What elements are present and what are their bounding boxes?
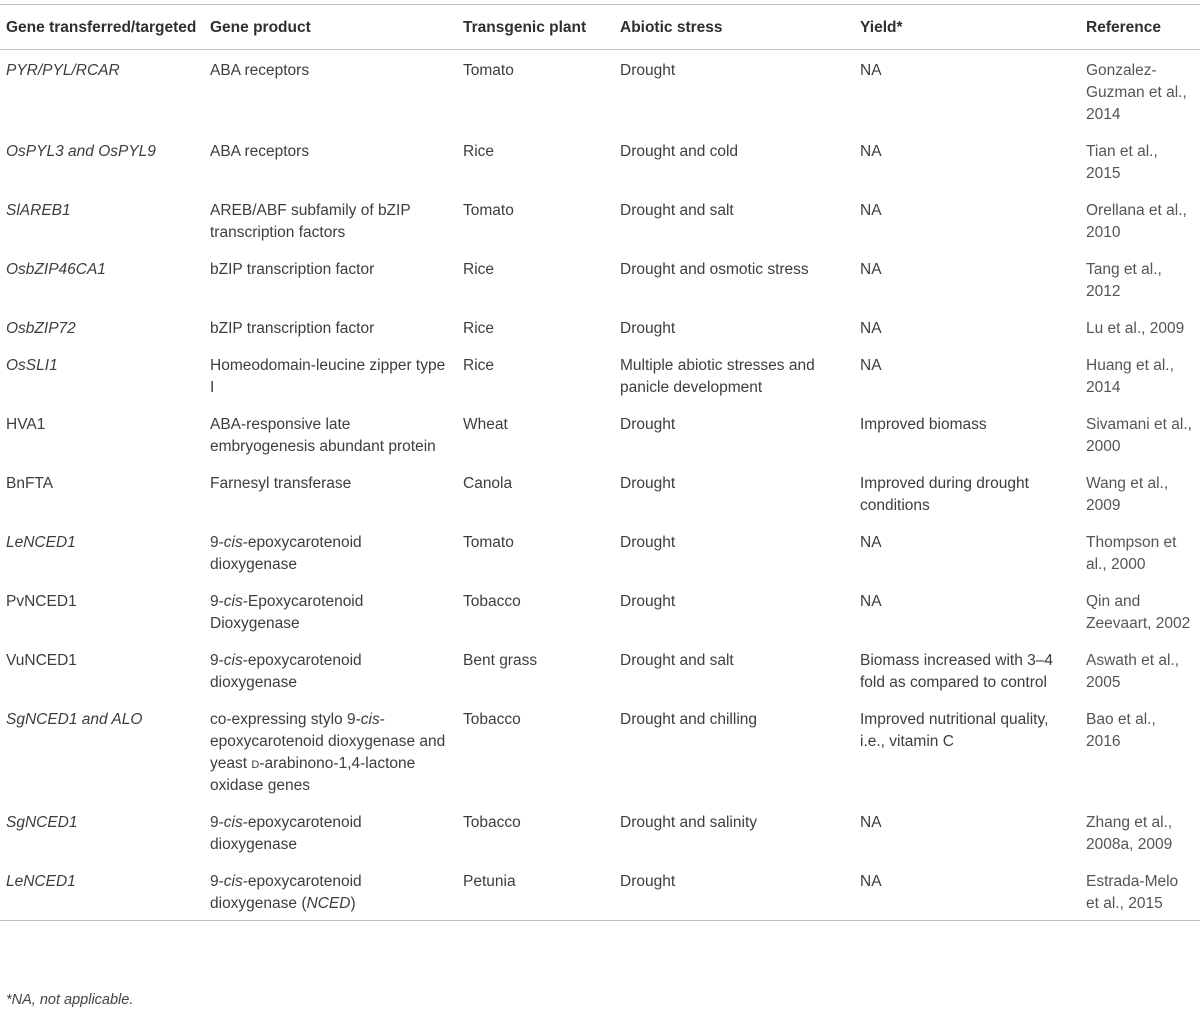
cell-gene: SlAREB1 (6, 202, 71, 219)
table-row (0, 640, 1200, 699)
cell-stress: Drought and chilling (620, 711, 758, 728)
product-fragment: -epoxycarotenoid dioxygenase (210, 652, 362, 691)
cell-yield: Improved during drought conditions (860, 475, 1029, 514)
product-fragment: cis (223, 593, 243, 610)
product-fragment: 9- (210, 652, 224, 669)
table-row (0, 581, 1200, 640)
product-fragment: 9- (210, 873, 224, 890)
cell-stress: Drought (620, 873, 676, 890)
cell-yield: NA (860, 320, 882, 337)
cell-gene: OsSLI1 (6, 357, 58, 374)
cell-gene: PvNCED1 (6, 593, 77, 610)
product-fragment: cis (223, 873, 243, 890)
cell-plant: Tomato (463, 62, 514, 79)
product-fragment: NCED (306, 895, 351, 912)
cell-product: bZIP transcription factor (210, 320, 375, 337)
header-reference: Reference (1086, 19, 1161, 36)
cell-yield: NA (860, 593, 882, 610)
product-fragment: 9- (210, 534, 224, 551)
cell-yield: NA (860, 62, 882, 79)
cell-yield: NA (860, 261, 882, 278)
cell-reference: Huang et al., 2014 (1086, 357, 1174, 396)
cell-product: AREB/ABF subfamily of bZIP transcription factors (210, 202, 411, 241)
product-fragment: cis (223, 652, 243, 669)
table-row (0, 190, 1200, 249)
product-fragment: d (251, 755, 260, 772)
cell-reference: Orellana et al., 2010 (1086, 202, 1187, 241)
product-fragment: co-expressing stylo 9- (210, 711, 361, 728)
cell-plant: Rice (463, 357, 495, 374)
table-row (0, 861, 1200, 921)
cell-reference: Gonzalez-Guzman et al., 2014 (1086, 62, 1187, 123)
cell-yield: Improved nutritional quality, i.e., vitamin C (860, 711, 1049, 750)
cell-product (204, 581, 457, 640)
table-row (0, 50, 1200, 132)
cell-reference: Lu et al., 2009 (1086, 320, 1185, 337)
cell-plant: Tomato (463, 534, 514, 551)
product-fragment: 9- (210, 593, 224, 610)
cell-product: ABA receptors (210, 62, 310, 79)
cell-plant: Tobacco (463, 593, 521, 610)
product-fragment: cis (223, 814, 243, 831)
cell-product: bZIP transcription factor (210, 261, 375, 278)
header-gene: Gene transferred/targeted (6, 19, 197, 36)
cell-gene: BnFTA (6, 475, 54, 492)
cell-gene: SgNCED1 and ALO (6, 711, 143, 728)
cell-yield: NA (860, 814, 882, 831)
cell-reference: Wang et al., 2009 (1086, 475, 1169, 514)
cell-reference: Bao et al., 2016 (1086, 711, 1156, 750)
cell-plant: Canola (463, 475, 513, 492)
header-row (0, 5, 1200, 50)
cell-gene: OsbZIP46CA1 (6, 261, 106, 278)
header-stress: Abiotic stress (620, 19, 723, 36)
cell-reference: Tang et al., 2012 (1086, 261, 1162, 300)
cell-plant: Rice (463, 143, 495, 160)
product-fragment: -arabinono-1,4-lactone oxidase genes (210, 755, 416, 794)
header-plant: Transgenic plant (463, 19, 587, 36)
gene-table (0, 4, 1200, 921)
cell-stress: Drought (620, 62, 676, 79)
cell-reference: Tian et al., 2015 (1086, 143, 1158, 182)
table-row (0, 802, 1200, 861)
cell-product: Farnesyl transferase (210, 475, 352, 492)
cell-product (204, 699, 457, 802)
cell-plant: Rice (463, 261, 495, 278)
table-header (0, 5, 1200, 50)
cell-reference: Qin and Zeevaart, 2002 (1086, 593, 1191, 632)
cell-plant: Tomato (463, 202, 514, 219)
cell-reference: Zhang et al., 2008a, 2009 (1086, 814, 1173, 853)
table-body (0, 50, 1200, 921)
cell-reference: Thompson et al., 2000 (1086, 534, 1177, 573)
cell-reference: Sivamani et al., 2000 (1086, 416, 1192, 455)
product-fragment: -epoxycarotenoid dioxygenase ( (210, 873, 362, 912)
cell-product (204, 802, 457, 861)
cell-stress: Drought and osmotic stress (620, 261, 809, 278)
cell-reference: Estrada-Melo et al., 2015 (1086, 873, 1179, 912)
cell-stress: Drought and salt (620, 652, 734, 669)
product-fragment: 9- (210, 814, 224, 831)
cell-gene: VuNCED1 (6, 652, 77, 669)
cell-stress: Drought and salt (620, 202, 734, 219)
table-row (0, 463, 1200, 522)
cell-product (204, 640, 457, 699)
cell-gene: OsbZIP72 (6, 320, 76, 337)
cell-plant: Rice (463, 320, 495, 337)
cell-stress: Drought and salinity (620, 814, 757, 831)
cell-yield: NA (860, 873, 882, 890)
cell-product: ABA-responsive late embryogenesis abundant protein (210, 416, 436, 455)
cell-stress: Multiple abiotic stresses and panicle development (620, 357, 815, 396)
cell-stress: Drought (620, 593, 676, 610)
cell-gene: SgNCED1 (6, 814, 78, 831)
cell-reference: Aswath et al., 2005 (1086, 652, 1180, 691)
cell-plant: Bent grass (463, 652, 538, 669)
cell-yield: Biomass increased with 3–4 fold as compared to control (860, 652, 1053, 691)
cell-plant: Tobacco (463, 814, 521, 831)
cell-stress: Drought (620, 475, 676, 492)
cell-gene: LeNCED1 (6, 873, 76, 890)
cell-yield: Improved biomass (860, 416, 987, 433)
cell-stress: Drought and cold (620, 143, 739, 160)
table-row (0, 404, 1200, 463)
product-fragment: -epoxycarotenoid dioxygenase (210, 534, 362, 573)
header-product: Gene product (210, 19, 311, 36)
table-row (0, 522, 1200, 581)
table-row (0, 131, 1200, 190)
cell-plant: Wheat (463, 416, 508, 433)
cell-yield: NA (860, 202, 882, 219)
table-row (0, 345, 1200, 404)
cell-stress: Drought (620, 416, 676, 433)
cell-product (204, 861, 457, 921)
cell-product: ABA receptors (210, 143, 310, 160)
cell-yield: NA (860, 143, 882, 160)
cell-plant: Tobacco (463, 711, 521, 728)
footnote: *NA, not applicable. (6, 992, 134, 1008)
cell-yield: NA (860, 357, 882, 374)
cell-gene: OsPYL3 and OsPYL9 (6, 143, 156, 160)
product-fragment: -Epoxycarotenoid Dioxygenase (210, 593, 364, 632)
product-fragment: ) (350, 895, 356, 912)
product-fragment: -epoxycarotenoid dioxygenase and yeast (210, 711, 446, 772)
cell-product: Homeodomain-leucine zipper type I (210, 357, 446, 396)
product-fragment: -epoxycarotenoid dioxygenase (210, 814, 362, 853)
cell-gene: HVA1 (6, 416, 46, 433)
cell-stress: Drought (620, 320, 676, 337)
cell-yield: NA (860, 534, 882, 551)
product-fragment: cis (223, 534, 243, 551)
table-row (0, 699, 1200, 802)
header-yield: Yield* (860, 19, 903, 36)
product-fragment: cis (360, 711, 380, 728)
cell-product (204, 522, 457, 581)
cell-gene: PYR/PYL/RCAR (6, 62, 120, 79)
table-row (0, 249, 1200, 308)
cell-stress: Drought (620, 534, 676, 551)
cell-plant: Petunia (463, 873, 516, 890)
table-row (0, 308, 1200, 345)
cell-gene: LeNCED1 (6, 534, 76, 551)
